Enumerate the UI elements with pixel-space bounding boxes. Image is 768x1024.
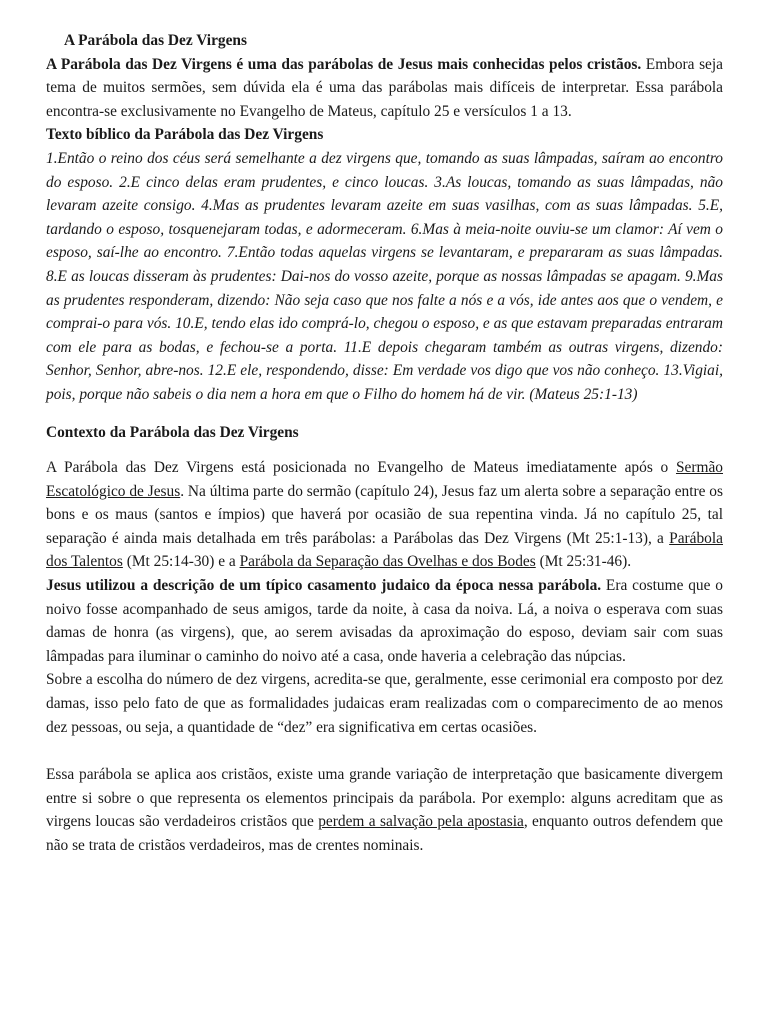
link-sermao-escatologico[interactable]: Sermão Escatológico de Jesus: [46, 459, 723, 500]
context-paragraph-3: Sobre a escolha do número de dez virgens, acredita-se que, geralmente, esse cerimonial era composto por dez damas, isso pelo fato de que as formalidades judaicas eram realizadas com o comparecimento de ao menos dez pessoas, ou seja, a quantidade de “dez” era significativa em certas ocasiões.: [46, 671, 723, 736]
context-text-1: A Parábola das Dez Virgens está posicionada no Evangelho de Mateus imediatamente após o: [46, 459, 676, 477]
document-title: A Parábola das Dez Virgens: [64, 32, 247, 49]
intro-text: Embora seja tema de muitos sermões, sem dúvida ela é uma das parábolas mais difíceis de interpretar. Essa parábola encontra-se exclusivamente no Evangelho de Mateus, capítulo 25 e versículos 1 a 13.: [46, 55, 723, 120]
link-perdem-salvacao[interactable]: perdem a salvação pela apostasia: [318, 813, 524, 831]
context-heading: Contexto da Parábola das Dez Virgens: [46, 423, 299, 441]
final-paragraph: [46, 763, 723, 857]
paragraph-spacer: [46, 739, 723, 763]
biblical-text-heading: Texto bíblico da Parábola das Dez Virgens: [46, 126, 324, 144]
final-text-2: , enquanto outros defendem que não se trata de cristãos verdadeiros, mas de crentes nominais.: [46, 813, 724, 854]
context-text-2: . Na última parte do sermão (capítulo 24), Jesus faz um alerta sobre a separação entre os bons e os maus (santos e ímpios) que haverá por ocasião de sua repentina vinda. Já no capítulo 25, tal separação é ainda mais detalhada em três parábolas: a Parábolas das Dez Virgens (Mt 25:1-13), a: [46, 482, 723, 547]
context-text-4: (Mt 25:31-46).: [535, 553, 632, 571]
context-paragraph-1: [46, 456, 723, 574]
link-parabola-ovelhas-bodes[interactable]: Parábola da Separação das Ovelhas e dos Bodes: [239, 553, 536, 571]
context-bold-text: Jesus utilizou a descrição de um típico casamento judaico da época nessa parábola.: [46, 577, 602, 595]
context-text-3: (Mt 25:14-30) e a: [122, 553, 240, 571]
context-paragraph-2: [46, 574, 723, 668]
intro-paragraph: [46, 53, 723, 124]
biblical-text: 1.Então o reino dos céus será semelhante a dez virgens que, tomando as suas lâmpadas, saíram ao encontro do esposo. 2.E cinco delas eram prudentes, e cinco loucas. 3.As loucas, tomando as suas lâmpadas, não levaram azeite consigo. 4.Mas as prudentes levaram azeite em suas vasilhas, com as suas lâmpadas. 5.E, tardando o esposo, tosquenejaram todas, e adormeceram. 6.Mas à meia-noite ouviu-se um clamor: Aí vem o esposo, saí-lhe ao encontro. 7.Então todas aquelas virgens se levantaram, e prepararam as suas lâmpadas. 8.E as loucas disseram às prudentes: Dai-nos do vosso azeite, porque as nossas lâmpadas se apagam. 9.Mas as prudentes responderam, dizendo: Não seja caso que nos falte a nós e a vós, ide antes aos que o vendem, e comprai-o para vós. 10.E, tendo elas ido comprá-lo, chegou o esposo, e as que estavam preparadas entraram com ele para as bodas, e fechou-se a porta. 11.E depois chegaram também as outras virgens, dizendo: Senhor, Senhor, abre-nos. 12.E ele, respondendo, disse: Em verdade vos digo que vos não conheço. 13.Vigiai, pois, porque não sabeis o dia nem a hora em que o Filho do homem há de vir. (Mateus 25:1-13): [46, 149, 723, 403]
context-text-5: Era costume que o noivo fosse acompanhado de seus amigos, tarde da noite, à casa da noiva. Lá, a noiva o esperava com suas damas de honra (as virgens), que, ao serem avisadas da aproximação do esposo, deviam sair com suas lâmpadas para iluminar o caminho do noivo até a casa, onde haveria a celebração das núpcias.: [46, 577, 723, 665]
intro-bold-text: A Parábola das Dez Virgens é uma das parábolas de Jesus mais conhecidas pelos cristãos.: [46, 55, 642, 73]
final-text-1: Essa parábola se aplica aos cristãos, existe uma grande variação de interpretação que basicamente divergem entre si sobre o que representa os elementos principais da parábola. Por exemplo: alguns acreditam que as virgens loucas são verdadeiros cristãos que: [46, 766, 723, 831]
link-parabola-talentos[interactable]: Parábola dos Talentos: [46, 529, 723, 571]
